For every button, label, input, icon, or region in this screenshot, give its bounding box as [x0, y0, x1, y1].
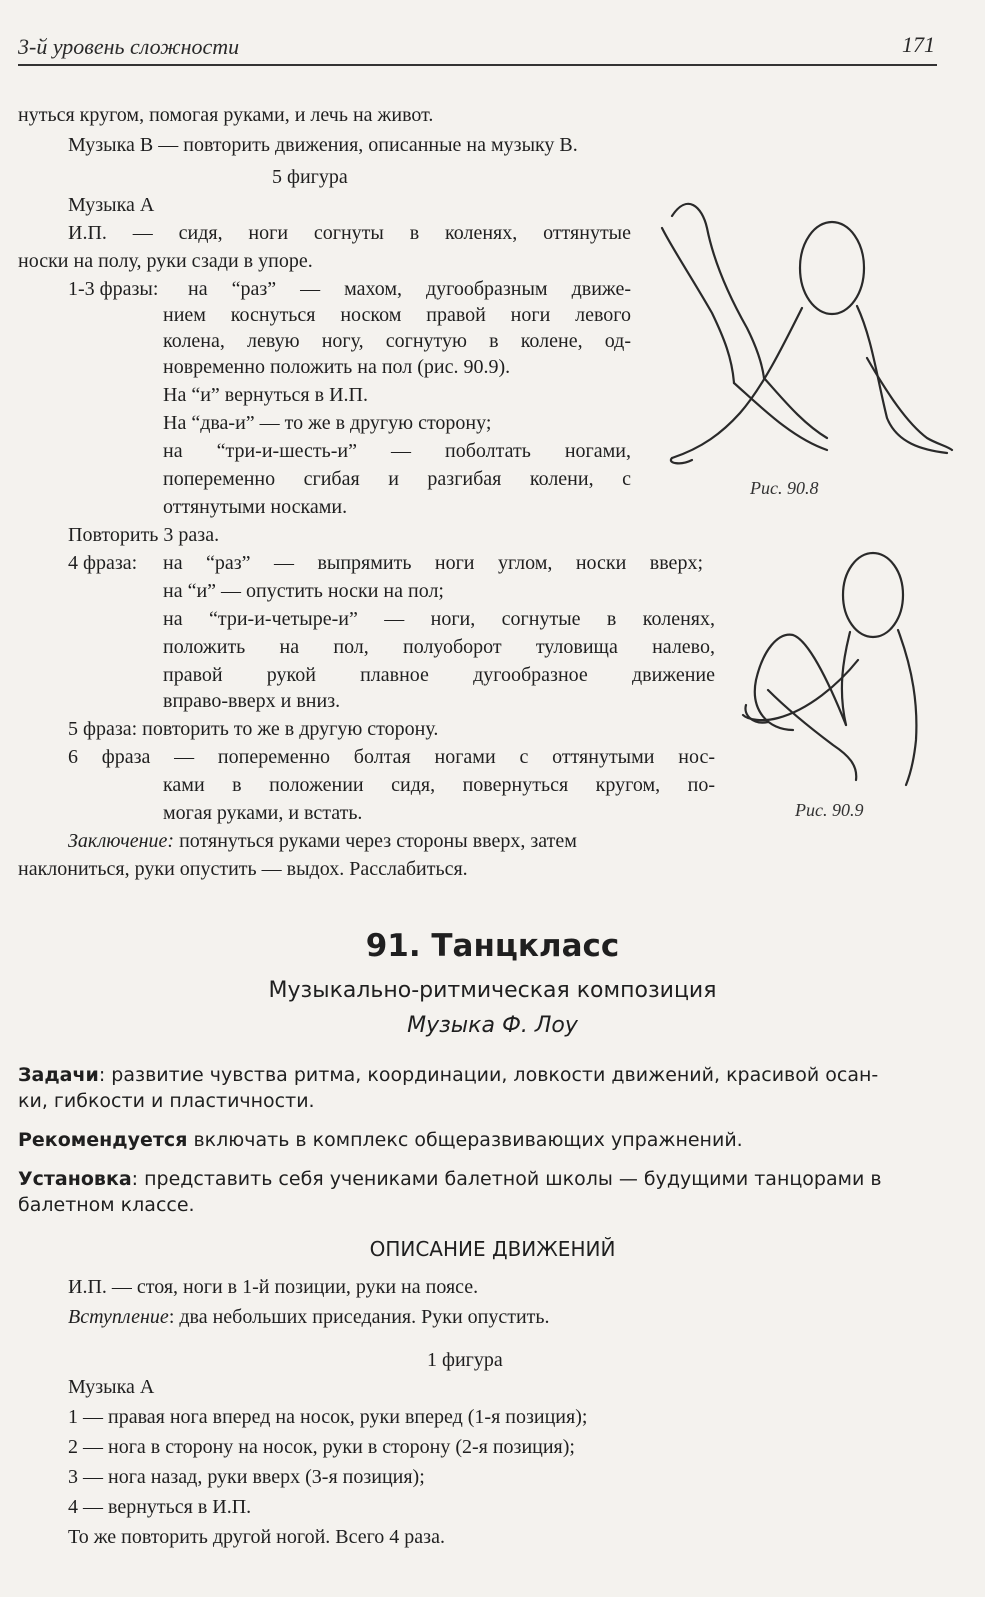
page-number: 171: [902, 32, 935, 57]
figure-heading: 5 фигура: [272, 166, 348, 188]
text-line: наклониться, руки опустить — выдох. Расслабиться.: [18, 858, 468, 880]
phrase-label: 4 фраза:: [68, 552, 138, 574]
setup-text: : представить себя учениками балетной школы — будущими танцорами в: [131, 1168, 882, 1190]
section-title: 91. Танцкласс: [365, 928, 620, 964]
text-line: На “два-и” — то же в другую сторону;: [163, 412, 492, 434]
running-header: 3-й уровень сложности: [18, 34, 240, 59]
text-line: И.П. — сидя, ноги согнуты в коленях, оттянутые: [68, 222, 631, 244]
conclusion-text: потянуться руками через стороны вверх, затем: [174, 830, 577, 852]
conclusion-label: Заключение:: [68, 830, 175, 852]
text-line: носки на полу, руки сзади в упоре.: [18, 250, 313, 272]
text-line: На “и” вернуться в И.П.: [163, 384, 368, 406]
section-music: Музыка Ф. Лоу: [407, 1013, 578, 1038]
text-line: ками в положении сидя, повернуться кругом, по-: [163, 774, 715, 796]
header-rule: [18, 64, 937, 66]
recommend-text: включать в комплекс общеразвивающих упражнений.: [187, 1129, 743, 1151]
text-line: на “три-и-четыре-и” — ноги, согнутые в коленях,: [163, 608, 715, 630]
text-line: И.П. — стоя, ноги в 1-й позиции, руки на поясе.: [68, 1276, 479, 1298]
step-line: 3 — нога назад, руки вверх (3-я позиция);: [68, 1466, 425, 1488]
setup-label: Установка: [18, 1168, 132, 1190]
description-heading: ОПИСАНИЕ ДВИЖЕНИЙ: [369, 1237, 616, 1261]
text-line: 5 фраза: повторить то же в другую сторону.: [68, 718, 439, 740]
conclusion-line: [68, 829, 577, 853]
text-line: на “раз” — махом, дугообразным движе-: [188, 278, 631, 300]
text-line: вправо-вверх и вниз.: [163, 690, 341, 712]
text-line: могая руками, и встать.: [163, 802, 363, 824]
step-line: То же повторить другой ногой. Всего 4 раза.: [68, 1526, 445, 1548]
section-subtitle: Музыкально-ритмическая композиция: [268, 978, 717, 1003]
setup-paragraph: [18, 1166, 936, 1218]
text-line: на “и” — опустить носки на пол;: [163, 580, 444, 602]
step-line: 2 — нога в сторону на носок, руки в сторону (2-я позиция);: [68, 1436, 575, 1458]
figure-caption: Рис. 90.8: [750, 478, 819, 498]
text-line: на “три-и-шесть-и” — поболтать ногами,: [163, 440, 631, 462]
text-line: нием коснуться носком правой ноги левого: [163, 304, 631, 326]
figure-heading: 1 фигура: [427, 1349, 503, 1371]
text-line: новременно положить на пол (рис. 90.9).: [163, 356, 511, 378]
text-line: попеременно сгибая и разгибая колени, с: [163, 468, 631, 490]
text-line: Музыка В — повторить движения, описанные на музыку В.: [68, 134, 578, 156]
step-line: 1 — правая нога вперед на носок, руки вперед (1-я позиция);: [68, 1406, 588, 1428]
figure-90-9-illustration: [738, 540, 968, 790]
tasks-paragraph: [18, 1062, 936, 1114]
setup-text: балетном классе.: [18, 1194, 195, 1216]
text-line: правой рукой плавное дугообразное движение: [163, 664, 715, 686]
recommend-paragraph: [18, 1127, 936, 1153]
text-line: положить на пол, полуоборот туловища налево,: [163, 636, 715, 658]
text-line: нуться кругом, помогая руками, и лечь на живот.: [18, 104, 434, 126]
phrase-label: 1-3 фразы:: [68, 278, 159, 300]
text-line: оттянутыми носками.: [163, 496, 348, 518]
music-label: Музыка А: [68, 194, 155, 216]
intro-line: [68, 1305, 550, 1329]
tasks-label: Задачи: [18, 1064, 99, 1086]
intro-text: : два небольших приседания. Руки опустить.: [168, 1306, 550, 1328]
text-line: Повторить 3 раза.: [68, 524, 220, 546]
step-line: 4 — вернуться в И.П.: [68, 1496, 252, 1518]
text-line: колена, левую ногу, согнутую в колене, од-: [163, 330, 631, 352]
tasks-text: ки, гибкости и пластичности.: [18, 1090, 315, 1112]
tasks-text: : развитие чувства ритма, координации, ловкости движений, красивой осан-: [98, 1064, 879, 1086]
music-label: Музыка А: [68, 1376, 155, 1398]
intro-label: Вступление: [68, 1306, 169, 1328]
text-line: 6 фраза — попеременно болтая ногами с оттянутыми нос-: [68, 746, 715, 768]
recommend-label: Рекомендуется: [18, 1129, 188, 1151]
text-line: на “раз” — выпрямить ноги углом, носки вверх;: [163, 552, 703, 574]
figure-90-8-illustration: [652, 188, 957, 470]
figure-caption: Рис. 90.9: [795, 800, 864, 820]
